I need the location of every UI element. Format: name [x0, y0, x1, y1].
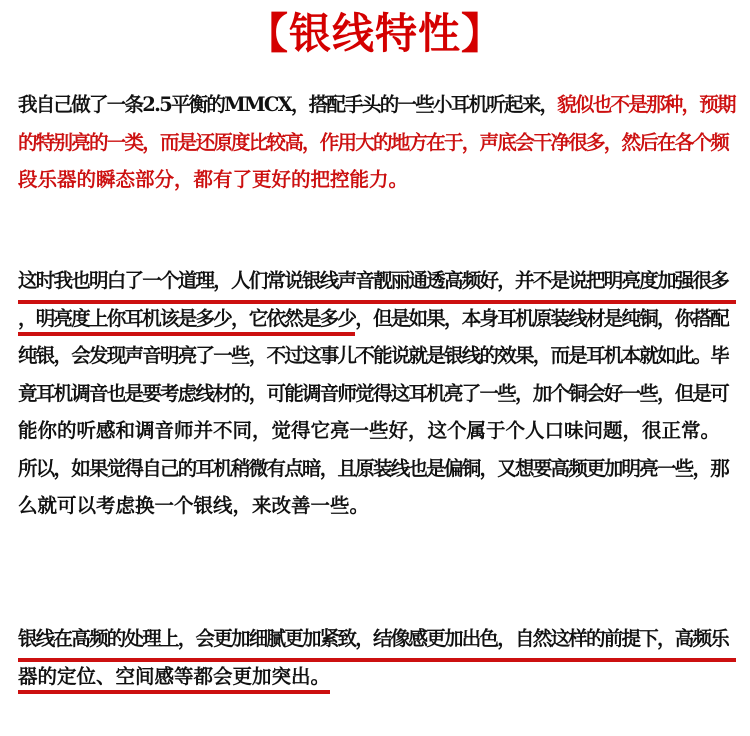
underlined-text: 器的定位、空间感等都会更加突出。 — [18, 665, 330, 694]
paragraph-2-line-4: 竟耳机调音也是要考虑线材的，可能调音师觉得这耳机亮了一些，加个铜会好一些，但是可 — [18, 381, 729, 405]
underlined-text: 这时我也明白了一个道理，人们常说银线声音靓丽通透高频好，并不是说把明亮度加强很多 — [18, 262, 736, 304]
paragraph-2-line-3: 纯银，会发现声音明亮了一些，不过这事儿不能说就是银线的效果，而是耳机本就如此。毕 — [18, 344, 729, 367]
paragraph-1 — [18, 86, 736, 199]
paragraph-2-line-5: 能你的听感和调音师并不同，觉得它亮一些好，这个属于个人口味问题，很正常。 — [18, 419, 721, 442]
paragraph-2 — [18, 262, 736, 525]
text-segment: 我自己做了一条2.5平衡的MMCX，搭配手头的一些小耳机听起来， — [18, 93, 558, 116]
highlighted-text: 貌似也不是那种，预期 — [557, 93, 735, 116]
paragraph-2-line-7: 么就可以考虑换一个银线，来改善一些。 — [18, 494, 370, 517]
paragraph-2-line-1 — [18, 262, 736, 300]
paragraph-1-line-3: 段乐器的瞬态部分，都有了更好的把控能力。 — [18, 168, 409, 191]
page-title: 【银线特性】 — [245, 9, 504, 58]
paragraph-2-line-6: 所以，如果觉得自己的耳机稍微有点暗，且原装线也是偏铜，又想要高频更加明亮一些，那 — [18, 456, 729, 480]
paragraph-3 — [18, 620, 736, 695]
paragraph-3-line-1 — [18, 620, 736, 658]
underlined-text: ，明亮度上你耳机该是多少，它依然是多少 — [18, 307, 355, 336]
underlined-text: 银线在高频的处理上，会更加细腻更加紧致，结像感更加出色，自然这样的前提下，高频乐 — [18, 620, 736, 662]
paragraph-1-line-1 — [18, 86, 736, 124]
paragraph-1-line-2: 的特别亮的一类，而是还原度比较高，作用大的地方在于，声底会干净很多，然后在各个频 — [18, 130, 729, 154]
text-segment: ，但是如果，本身耳机原装线材是纯铜，你搭配 — [355, 306, 729, 330]
paragraph-2-line-2 — [18, 300, 736, 338]
paragraph-3-line-2 — [18, 658, 736, 696]
